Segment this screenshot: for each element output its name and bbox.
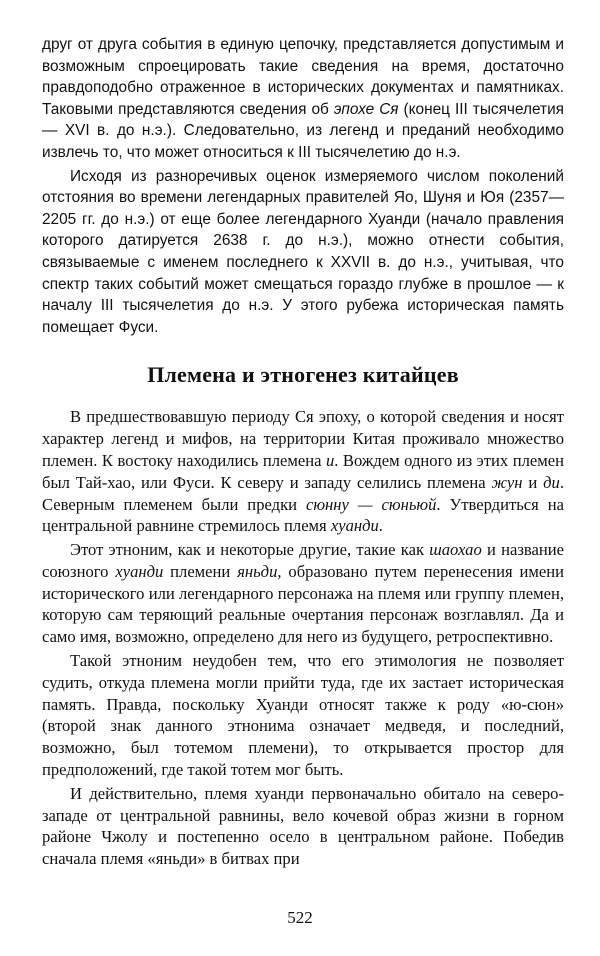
section-heading: Племена и этногенез китайцев [147,362,459,388]
page-number: 522 [287,908,313,927]
text-run: и [522,472,544,492]
text-run: . Утвердиться на центральной равнине стремилось племя [42,494,564,536]
paragraph: И действительно, племя хуанди первоначально обитало на северо-западе от центральной равнины, вело кочевой образ жизни в горном районе Чжолу и постепенно осело в центральном районе. Победив сначала племя «яньди» в битвах при [42,783,564,869]
paragraph: Исходя из разноречивых оценок измеряемого числом поколений отстояния во времени легендарных правителей Яо, Шуня и Юя (2357—2205 гг. до н.э.) от еще более легендарного Хуанди (начало правления которого датируется 2638 г. до н.э.), можно отнести события, связываемые с именем последнего к XXVII в. до н.э., учитывая, что спектр таких событий может смещаться гораздо глубже в прошлое — к началу III тысячелетия до н.э. У этого рубежа историческая память помещает Фуси. [42,167,564,336]
text-run: . Вождем одного из этих племен был Тай-хао, или Фуси. К северу и западу селились племена [42,450,564,492]
text-run: . [378,516,383,536]
italic-term: ди [543,472,560,492]
text-run: , образовано путем перенесения имени исторического или легендарного персонажа на племя или группу племен, которую сам теряющий реальные очертания персонаж возглавлял. Да и само имя, возможно, определено для него из будущего, ретроспективно. [42,561,564,647]
text-run: Этот этноним, как и некоторые другие, такие как [70,540,430,560]
paragraph [42,539,564,648]
document-page [42,34,564,870]
italic-term: и [325,450,335,470]
italic-term: хуанди [115,561,164,581]
text-run: (конец III тысячелетия — XVI в. до н.э.). Следовательно, из легенд и преданий необходимо извлечь то, что может относиться к III тысячелетию до н.э. [42,100,565,161]
italic-term: эпохе Ся [333,100,399,118]
text-run: друг от друга события в единую цепочку, представляется допустимым и возможным спроецировать такие сведения на время, достаточно правдоподобно отраженное в исторических документах и памятниках. Таковыми представляются сведения об [42,36,564,118]
italic-term: хуанди [330,516,379,536]
italic-term: жун [491,472,523,492]
text-run: племени [163,561,238,581]
text-run: В предшествовавшую периоду Ся эпоху, о которой сведения и носят характер легенд и мифов, на территории Китая проживало множество племен. К востоку находились племена [42,407,564,470]
paragraph-continued [42,34,564,164]
italic-term: яньди [237,561,278,581]
paragraph [42,406,564,537]
italic-term: шаохао [429,540,482,560]
italic-term: сюнну — сюньюй [305,494,437,514]
text-run: . Северным племенем были предки [42,472,564,514]
paragraph: Такой этноним неудобен тем, что его этимология не позволяет судить, откуда племена могли прийти туда, где их застает историческая память. Правда, поскольку Хуанди относят также к роду «ю-сюн» (второй знак данного этнонима означает медведя, и последний, возможно, был тотемом племени), то открывается простор для предположений, где такой тотем мог быть. [42,651,564,780]
text-run: и название союзного [42,540,564,581]
